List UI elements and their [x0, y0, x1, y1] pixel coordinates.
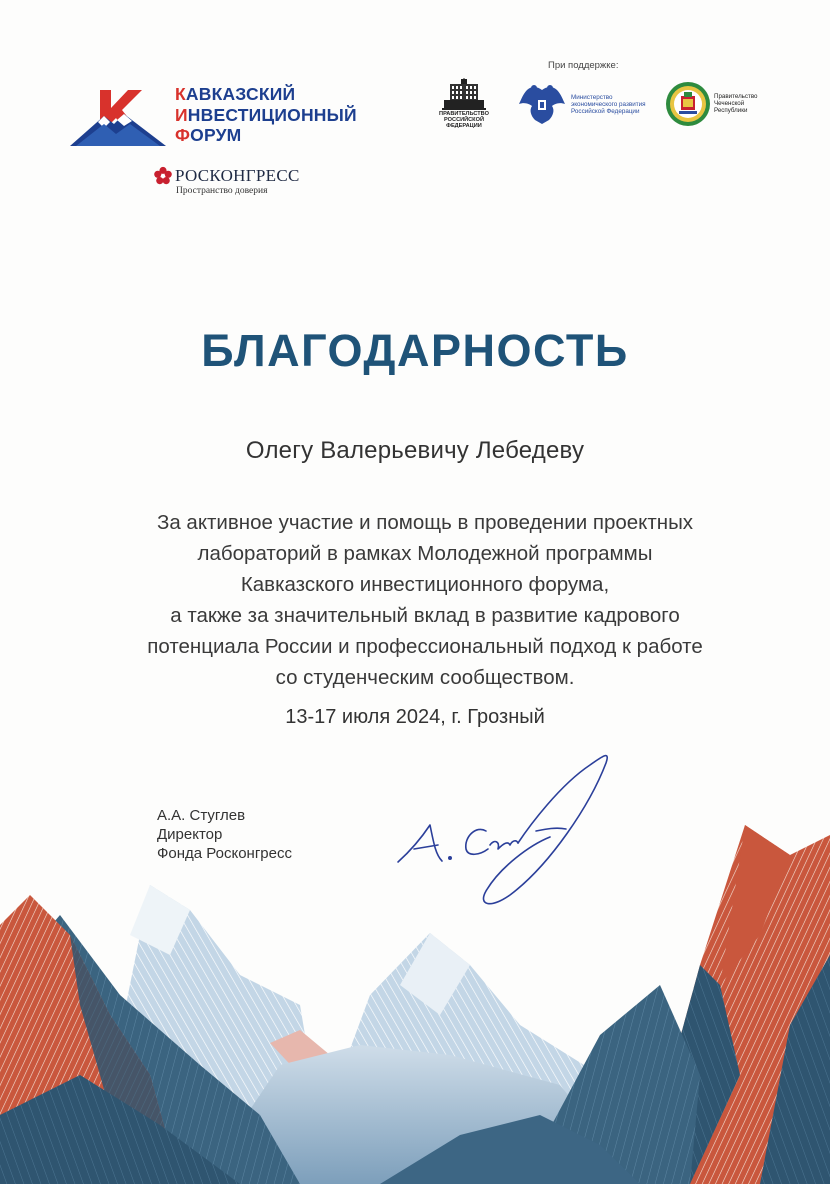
forum-logo-line-2: ИНВЕСТИЦИОННЫЙ	[175, 104, 357, 125]
signatory-block	[157, 806, 292, 863]
reason-line: со студенческим сообществом.	[275, 666, 575, 689]
forum-logo-text	[175, 84, 357, 146]
chechnya-label: Правительство Чеченской Республики	[714, 93, 758, 114]
double-headed-eagle-icon	[517, 82, 567, 126]
forum-logo-line-1: КАВКАЗСКИЙ	[175, 84, 296, 104]
signatory-position: Директор	[157, 826, 223, 843]
support-caption: При поддержке:	[548, 60, 619, 71]
reason-text	[60, 507, 790, 693]
government-logo	[434, 78, 494, 136]
signatory-name: А.А. Стуглев	[157, 807, 246, 824]
certificate-title: БЛАГОДАРНОСТЬ	[201, 325, 629, 376]
chechnya-logo	[664, 80, 774, 130]
roscongress-flower-icon	[153, 166, 173, 186]
forum-logo-mountain-icon	[70, 86, 166, 148]
forum-logo	[70, 86, 370, 156]
ministry-label: Министерство экономического развития Российской Федерации	[571, 94, 646, 115]
roscongress-tagline: Пространство доверия	[176, 186, 268, 196]
reason-line: Кавказского инвестиционного форума,	[240, 573, 610, 596]
reason-line: За активное участие и помощь в проведении проектных	[156, 511, 694, 534]
reason-line: потенциала России и профессиональный подход к работе	[147, 635, 703, 658]
signatory-organization: Фонда Росконгресс	[157, 845, 292, 862]
handwritten-signature	[390, 745, 620, 915]
date-and-place: 13-17 июля 2024, г. Грозный	[285, 706, 545, 728]
reason-line: а также за значительный вклад в развитие кадрового	[170, 604, 680, 627]
forum-logo-line-3: ФОРУМ	[175, 125, 242, 145]
chechnya-emblem-icon	[664, 80, 712, 128]
roscongress-name: РОСКОНГРЕСС	[175, 166, 300, 185]
ministry-logo	[517, 82, 667, 128]
roscongress-logo	[153, 164, 353, 200]
reason-line: лабораторий в рамках Молодежной программы	[197, 542, 653, 565]
recipient-name: Олегу Валерьевичу Лебедеву	[245, 437, 585, 464]
government-building-icon	[442, 78, 486, 110]
government-label: ПРАВИТЕЛЬСТВО РОССИЙСКОЙ ФЕДЕРАЦИИ	[439, 111, 489, 130]
